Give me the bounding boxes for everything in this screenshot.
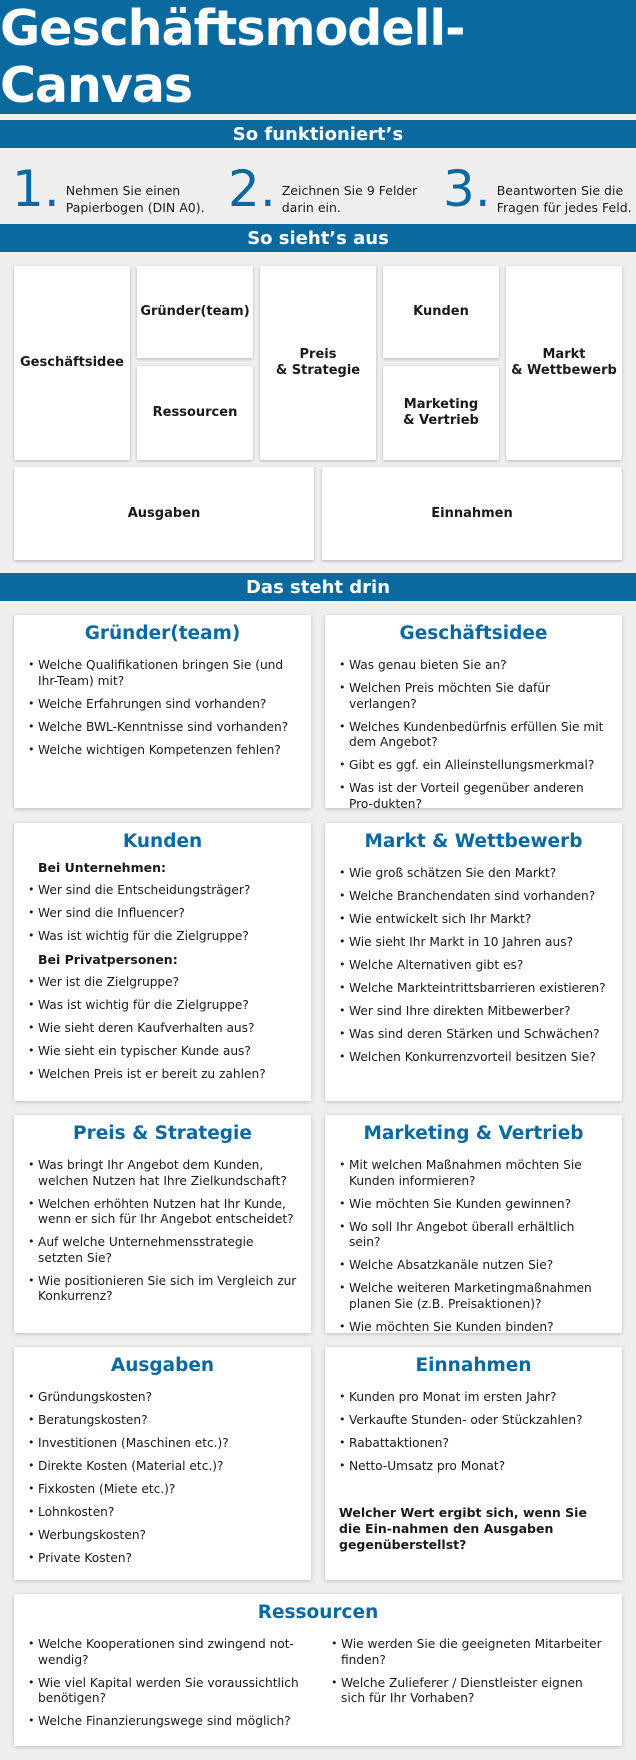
list-item: • Wie entwickelt sich Ihr Markt? (339, 912, 608, 928)
list-item: • Mit welchen Maßnahmen möchten Sie Kunden informieren? (339, 1158, 608, 1189)
section-header-look: So sieht’s aus (0, 224, 636, 252)
card-price (14, 1115, 311, 1333)
title-banner (0, 0, 636, 114)
list-item: • Welche Qualifikationen bringen Sie (und Ihr-Team) mit? (28, 658, 297, 689)
list-item: • Wie viel Kapital werden Sie voraussichtlich benötigen? (28, 1676, 305, 1707)
closing-question: Welcher Wert ergibt sich, wenn Sie die Ein-nahmen den Ausgaben gegenüberstellst? (339, 1504, 587, 1552)
step-number: 1 (12, 160, 44, 218)
card-title: Marketing & Vertrieb (363, 1123, 584, 1144)
list-item: • Welche Kooperationen sind zwingend not-wendig? (28, 1637, 305, 1668)
list-item: • Wie möchten Sie Kunden gewinnen? (339, 1197, 608, 1213)
list-item: • Private Kosten? (28, 1551, 297, 1567)
list-item: • Was ist wichtig für die Zielgruppe? (28, 998, 297, 1014)
list-item: • Was bringt Ihr Angebot dem Kunden, welchen Nutzen hat Ihre Zielkundschaft? (28, 1158, 297, 1189)
list-item: • Wer sind Ihre direkten Mitbewerber? (339, 1004, 608, 1020)
list-item: • Welchen erhöhten Nutzen hat Ihr Kunde, wenn er sich für Ihr Angebot entscheidet? (28, 1197, 297, 1228)
card-title: Ressourcen (257, 1602, 379, 1623)
step-3: 3 . Beantworten Sie die Fragen für jedes Feld. (443, 160, 632, 218)
list-item: • Welchen Preis möchten Sie dafür verlangen? (339, 681, 608, 712)
list-item: • Beratungskosten? (28, 1413, 297, 1429)
step-number: 3 (443, 160, 475, 218)
question-list-right (331, 1637, 608, 1737)
step-2: 2 . Zeichnen Sie 9 Felder darin ein. (228, 160, 418, 218)
list-item: • Auf welche Unternehmensstrategie setzten Sie? (28, 1235, 297, 1266)
canvas-cell-market: Markt & Wettbewerb (506, 266, 622, 460)
list-item: • Wie positionieren Sie sich im Vergleich zur Konkurrenz? (28, 1274, 297, 1305)
list-item: • Welche Branchendaten sind vorhanden? (339, 889, 608, 905)
canvas-cell-expenses: Ausgaben (14, 467, 314, 560)
card-title: Markt & Wettbewerb (364, 831, 583, 852)
list-item: • Welchen Konkurrenzvorteil besitzen Sie? (339, 1050, 608, 1066)
question-list (28, 1390, 297, 1567)
list-item: • Welche Absatzkanäle nutzen Sie? (339, 1258, 608, 1274)
question-list (28, 883, 297, 945)
list-item: • Verkaufte Stunden- oder Stückzahlen? (339, 1413, 608, 1429)
list-item: • Welche Alternativen gibt es? (339, 958, 608, 974)
question-list (339, 866, 608, 1066)
step-text: Beantworten Sie die Fragen für jedes Feld. (496, 183, 632, 215)
canvas-cell-founder: Gründer(team) (137, 266, 253, 358)
list-item: • Welche Erfahrungen sind vorhanden? (28, 697, 297, 713)
subheading-companies: Bei Unternehmen: (38, 860, 166, 875)
list-item: • Gründungskosten? (28, 1390, 297, 1406)
question-list (339, 1158, 608, 1335)
list-item: • Welche Finanzierungswege sind möglich? (28, 1714, 305, 1730)
list-item: • Wer sind die Influencer? (28, 906, 297, 922)
step-number: 2 (228, 160, 260, 218)
card-founder (14, 615, 311, 808)
list-item: • Was ist wichtig für die Zielgruppe? (28, 929, 297, 945)
list-item: • Investitionen (Maschinen etc.)? (28, 1436, 297, 1452)
list-item: • Welche weiteren Marketingmaßnahmen planen Sie (z.B. Preisaktionen)? (339, 1281, 608, 1312)
section-header-content: Das steht drin (0, 573, 636, 601)
canvas-cell-idea: Geschäftsidee (14, 266, 130, 460)
card-idea (325, 615, 622, 811)
canvas-cell-revenue: Einnahmen (322, 467, 622, 560)
card-title: Gründer(team) (84, 623, 241, 644)
list-item: • Welche Markteintrittsbarrieren existieren? (339, 981, 608, 997)
page-title: Geschäftsmodell-Canvas (0, 0, 465, 114)
list-item: • Wie sieht deren Kaufverhalten aus? (28, 1021, 297, 1037)
list-item: • Lohnkosten? (28, 1505, 297, 1521)
canvas-cell-price: Preis & Strategie (260, 266, 376, 460)
step-text: Nehmen Sie einen Papierbogen (DIN A0). (65, 183, 205, 215)
list-item: • Wie sieht Ihr Markt in 10 Jahren aus? (339, 935, 608, 951)
question-list (339, 1390, 608, 1475)
card-title: Preis & Strategie (73, 1123, 252, 1144)
section-header-how: So funktioniert’s (0, 120, 636, 148)
card-title: Kunden (122, 831, 203, 852)
list-item: • Wie groß schätzen Sie den Markt? (339, 866, 608, 882)
list-item: • Wie werden Sie die geeigneten Mitarbeiter finden? (331, 1637, 608, 1668)
canvas-cell-resources: Ressourcen (137, 366, 253, 460)
list-item: • Wer ist die Zielgruppe? (28, 975, 297, 991)
list-item: • Welchen Preis ist er bereit zu zahlen? (28, 1067, 297, 1083)
card-market (325, 823, 622, 1101)
question-list-left (28, 1637, 305, 1737)
card-marketing (325, 1115, 622, 1333)
step-text: Zeichnen Sie 9 Felder darin ein. (281, 183, 418, 215)
list-item: • Gibt es ggf. ein Alleinstellungsmerkmal? (339, 758, 608, 774)
card-title: Ausgaben (110, 1355, 215, 1376)
list-item: • Fixkosten (Miete etc.)? (28, 1482, 297, 1498)
list-item: • Wie sieht ein typischer Kunde aus? (28, 1044, 297, 1060)
card-expenses (14, 1347, 311, 1580)
list-item: • Kunden pro Monat im ersten Jahr? (339, 1390, 608, 1406)
list-item: • Wo soll Ihr Angebot überall erhältlich sein? (339, 1220, 608, 1251)
list-item: • Welche wichtigen Kompetenzen fehlen? (28, 743, 297, 759)
list-item: • Direkte Kosten (Material etc.)? (28, 1459, 297, 1475)
list-item: • Werbungskosten? (28, 1528, 297, 1544)
subheading-private: Bei Privatpersonen: (38, 952, 178, 967)
list-item: • Was ist der Vorteil gegenüber anderen Pro-dukten? (339, 781, 608, 812)
question-list (28, 658, 297, 758)
list-item: • Welche Zulieferer / Dienstleister eignen sich für Ihr Vorhaben? (331, 1676, 608, 1707)
canvas-cell-marketing: Marketing & Vertrieb (383, 366, 499, 460)
card-title: Einnahmen (415, 1355, 532, 1376)
list-item: • Was genau bieten Sie an? (339, 658, 608, 674)
step-1: 1 . Nehmen Sie einen Papierbogen (DIN A0). (12, 160, 205, 218)
card-customers (14, 823, 311, 1101)
card-resources (14, 1594, 622, 1746)
list-item: • Netto-Umsatz pro Monat? (339, 1459, 608, 1475)
list-item: • Wer sind die Entscheidungsträger? (28, 883, 297, 899)
list-item: • Was sind deren Stärken und Schwächen? (339, 1027, 608, 1043)
list-item: • Welche BWL-Kenntnisse sind vorhanden? (28, 720, 297, 736)
list-item: • Wie möchten Sie Kunden binden? (339, 1320, 608, 1336)
question-list (28, 975, 297, 1083)
list-item: • Rabattaktionen? (339, 1436, 608, 1452)
card-revenue (325, 1347, 622, 1580)
card-title: Geschäftsidee (399, 623, 548, 644)
question-list (339, 658, 608, 812)
list-item: • Welches Kundenbedürfnis erfüllen Sie mit dem Angebot? (339, 720, 608, 751)
canvas-cell-customers: Kunden (383, 266, 499, 358)
question-list (28, 1158, 297, 1305)
